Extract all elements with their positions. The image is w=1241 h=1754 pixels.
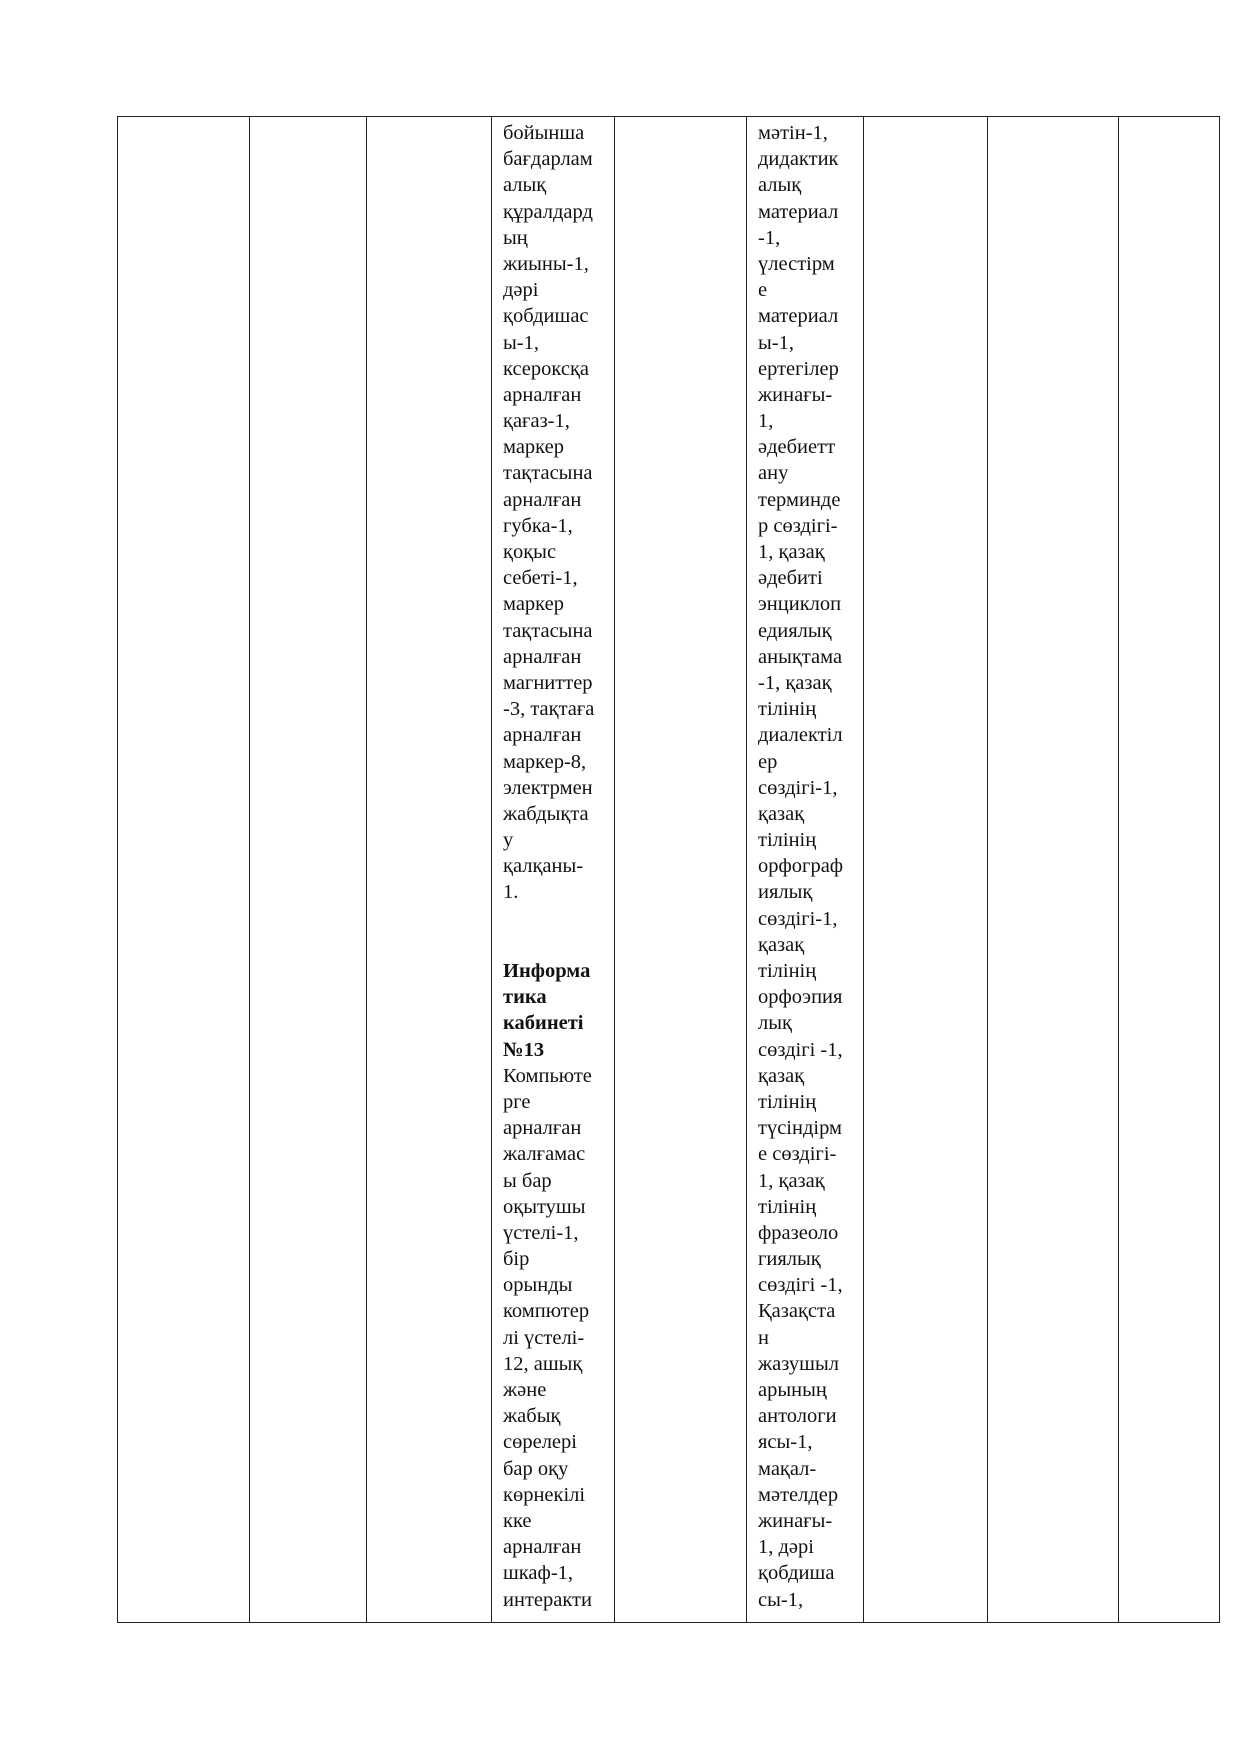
cell-text-line: мәтелдер: [758, 1483, 839, 1506]
cell-text-line: у: [503, 829, 514, 852]
cell-text-line: Компьюте: [503, 1064, 592, 1087]
cell-text-line: сы-1,: [758, 1588, 804, 1611]
cell-text-line: тілінің: [758, 960, 817, 982]
cell-text-line: әдебиті: [758, 567, 823, 590]
cell-text-line: қалқаны-: [503, 855, 584, 878]
table-cell-column-6: [758, 120, 843, 1613]
cell-text-line: Информа: [503, 960, 591, 982]
cell-text-line: -1, қазақ: [758, 671, 832, 694]
cell-text-line: мақал-: [758, 1457, 817, 1480]
cell-text-line: рге: [503, 1090, 531, 1113]
cell-text-line: қоқыс: [503, 541, 557, 563]
cell-text-line: арының: [758, 1379, 827, 1401]
cell-text-line: -1,: [758, 226, 781, 249]
cell-text-line: [503, 906, 594, 932]
cell-text-line: компютер: [503, 1300, 590, 1323]
cell-text-line: р сөздігі-: [758, 514, 838, 537]
column-divider-8: [1118, 116, 1119, 1623]
cell-text-line: қағаз-1,: [503, 410, 570, 433]
column-divider-4: [614, 116, 615, 1623]
cell-text-line: фразеоло: [758, 1221, 839, 1244]
cell-text-line: дәрі: [503, 279, 539, 302]
column-divider-2: [366, 116, 367, 1623]
cell-text-line: орынды: [503, 1274, 573, 1297]
cell-text-line: арналған: [503, 724, 582, 747]
cell-text-line: шкаф-1,: [503, 1562, 574, 1585]
cell-text-line: жабдықта: [503, 802, 589, 825]
cell-text-line: оқытушы: [503, 1195, 586, 1218]
cell-text-line: электрмен: [503, 776, 593, 799]
cell-text-line: ы-1,: [503, 331, 539, 354]
cell-text-line: себеті-1,: [503, 567, 578, 590]
column-divider-6: [863, 116, 864, 1623]
cell-text-line: 1, қазақ: [758, 541, 825, 563]
cell-text-line: түсіндірм: [758, 1117, 843, 1140]
cell-text-line: кке: [503, 1509, 532, 1532]
cell-text-line: анықтама: [758, 645, 843, 668]
cell-text-line: диалектіл: [758, 724, 843, 747]
cell-text-line: дидактик: [758, 148, 839, 171]
cell-text-line: н: [758, 1326, 769, 1349]
equipment-table: [117, 116, 1220, 1623]
cell-text-line: гиялық: [758, 1248, 821, 1271]
cell-text-line: ясы-1,: [758, 1431, 813, 1454]
cell-text-line: ың: [503, 226, 528, 249]
cell-text-line: жабық: [503, 1405, 561, 1428]
cell-text-line: орфоэпия: [758, 986, 843, 1009]
cell-text-line: магниттер: [503, 671, 593, 694]
cell-text-line: құралдард: [503, 200, 593, 223]
cell-text-line: арналған: [503, 1117, 582, 1140]
cell-text-line: бар оқу: [503, 1457, 569, 1480]
cell-text-line: маркер-8,: [503, 750, 587, 773]
cell-text-line: жазушыл: [758, 1352, 839, 1375]
cell-text-line: жинағы-: [758, 1509, 833, 1532]
table-cell-column-4: [503, 120, 594, 1613]
cell-text-line: интеракти: [503, 1588, 592, 1611]
cell-text-line: губка-1,: [503, 514, 573, 537]
column-divider-1: [249, 116, 250, 1623]
cell-text-line: қазақ: [758, 1064, 805, 1087]
cell-text-line: №13: [503, 1038, 545, 1061]
cell-text-line: материал: [758, 305, 839, 328]
column-divider-5: [746, 116, 747, 1623]
cell-text-line: материал: [758, 200, 839, 223]
cell-text-line: бағдарлам: [503, 148, 593, 171]
cell-text-line: лі үстелі-: [503, 1326, 585, 1349]
cell-text-line: көрнекілі: [503, 1483, 586, 1506]
cell-text-line: тақтасына: [503, 462, 593, 485]
cell-text-line: үстелі-1,: [503, 1221, 579, 1244]
cell-text-line: әдебиетт: [758, 436, 836, 459]
cell-text-line: Қазақста: [758, 1300, 836, 1323]
cell-text-line: арналған: [503, 383, 582, 406]
cell-text-line: лық: [758, 1012, 792, 1035]
cell-text-line: маркер: [503, 436, 564, 459]
cell-text-line: қазақ: [758, 802, 805, 825]
cell-text-line: едиялық: [758, 619, 832, 642]
cell-text-line: қобдиша: [758, 1562, 835, 1585]
cell-text-line: иялық: [758, 881, 813, 904]
cell-text-line: кабинеті: [503, 1012, 584, 1035]
cell-text-line: е сөздігі-: [758, 1143, 837, 1166]
cell-text-line: тақтасына: [503, 619, 593, 642]
cell-text-line: энциклоп: [758, 593, 842, 616]
cell-text-line: арналған: [503, 645, 582, 668]
cell-text-line: 1.: [503, 881, 519, 904]
cell-text-line: тілінің: [758, 829, 817, 852]
cell-text-line: ертегілер: [758, 357, 839, 380]
cell-text-line: сөздігі-1,: [758, 776, 838, 799]
column-divider-7: [987, 116, 988, 1623]
cell-text-line: қазақ: [758, 933, 805, 956]
cell-text-line: жиыны-1,: [503, 252, 589, 275]
cell-text-line: ы-1,: [758, 331, 794, 354]
cell-text-line: ы бар: [503, 1169, 552, 1192]
cell-text-line: тика: [503, 986, 547, 1009]
cell-text-line: сөздігі -1,: [758, 1038, 843, 1061]
cell-text-line: сөздігі-1,: [758, 907, 838, 930]
cell-text-line: -3, тақтаға: [503, 698, 595, 721]
cell-text-line: алық: [503, 174, 547, 197]
cell-text-line: 1, дәрі: [758, 1536, 814, 1559]
cell-text-line: сөрелері: [503, 1431, 577, 1454]
cell-text-line: орфограф: [758, 855, 844, 878]
cell-text-line: үлестірм: [758, 252, 835, 275]
cell-text-line: бойынша: [503, 122, 585, 144]
cell-text-line: 1,: [758, 410, 774, 433]
cell-text-line: алық: [758, 174, 802, 197]
cell-text-line: және: [503, 1379, 547, 1401]
cell-text-line: 1, қазақ: [758, 1169, 825, 1192]
cell-text-line: тілінің: [758, 698, 817, 721]
cell-text-line: е: [758, 279, 768, 302]
cell-text-line: маркер: [503, 593, 564, 616]
cell-text-line: сөздігі -1,: [758, 1274, 843, 1297]
cell-text-line: ану: [758, 462, 789, 485]
cell-text-line: [503, 932, 594, 958]
cell-text-line: тілінің: [758, 1090, 817, 1113]
cell-text-line: жалғамас: [503, 1143, 586, 1166]
cell-text-line: ксероксқа: [503, 357, 590, 380]
cell-text-line: арналған: [503, 1536, 582, 1559]
cell-text-line: тілінің: [758, 1195, 817, 1218]
cell-text-line: қобдишас: [503, 305, 589, 328]
cell-text-line: ер: [758, 750, 778, 773]
cell-text-line: антологи: [758, 1405, 837, 1428]
cell-text-line: мәтін-1,: [758, 122, 828, 144]
cell-text-line: терминде: [758, 488, 841, 511]
cell-text-line: арналған: [503, 488, 582, 511]
column-divider-3: [491, 116, 492, 1623]
table-border: [117, 116, 1220, 1623]
cell-text-line: жинағы-: [758, 383, 833, 406]
cell-text-line: бір: [503, 1248, 530, 1271]
cell-text-line: 12, ашық: [503, 1352, 583, 1375]
